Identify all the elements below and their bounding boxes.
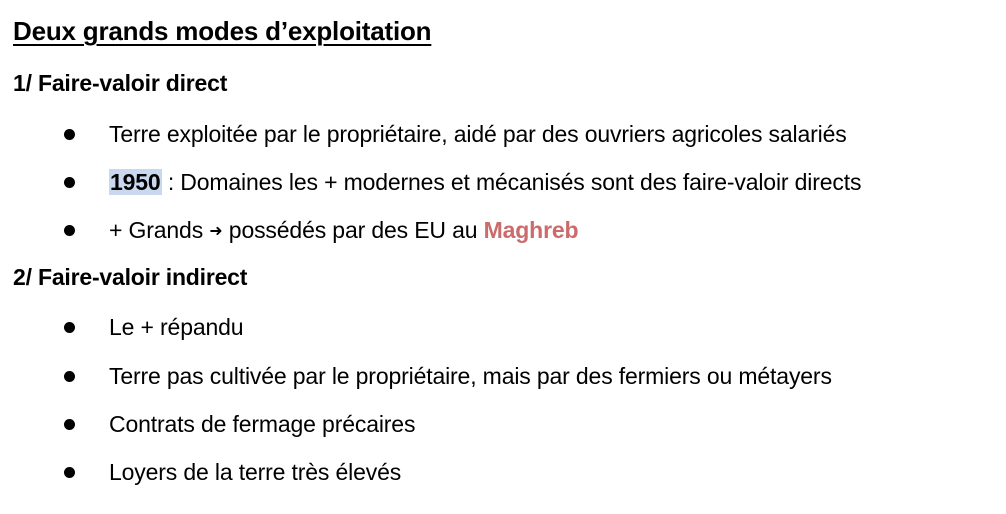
- list-item: [0, 214, 1006, 246]
- list-item: [0, 408, 1006, 440]
- bullet-dot-icon: [64, 419, 75, 430]
- list-item: [0, 166, 1006, 198]
- list-item-text: Le + répandu: [109, 314, 244, 340]
- list-item-text: Contrats de fermage précaires: [109, 411, 416, 437]
- right-arrow-icon: ➜: [209, 223, 223, 240]
- list-item-text: [109, 214, 578, 248]
- emphasized-place: Maghreb: [483, 217, 579, 243]
- list-item: [0, 456, 1006, 488]
- list-item-text-rest: : Domaines les + modernes et mécanisés sont des faire-valoir directs: [161, 169, 862, 195]
- list-item: [0, 360, 1006, 392]
- list-item-text: Loyers de la terre très élevés: [109, 459, 402, 485]
- list-item: [0, 311, 1006, 343]
- bullet-dot-icon: [64, 371, 75, 382]
- list-item-prefix: + Grands: [109, 217, 210, 243]
- section-heading-indirect: 2/ Faire-valoir indirect: [13, 264, 248, 290]
- list-item-text: [109, 166, 861, 198]
- bullet-dot-icon: [64, 322, 75, 333]
- bullet-dot-icon: [64, 225, 75, 236]
- list-item-text: Terre exploitée par le propriétaire, aidé par des ouvriers agricoles salariés: [109, 121, 847, 147]
- bullet-dot-icon: [64, 177, 75, 188]
- bullet-dot-icon: [64, 467, 75, 478]
- list-item-text: Terre pas cultivée par le propriétaire, mais par des fermiers ou métayers: [109, 363, 832, 389]
- bullet-dot-icon: [64, 129, 75, 140]
- section-heading-direct: 1/ Faire-valoir direct: [13, 70, 228, 96]
- list-item-middle: possédés par des EU au: [222, 217, 484, 243]
- document-title: Deux grands modes d’exploitation: [13, 16, 432, 46]
- highlighted-year: 1950: [110, 169, 161, 195]
- list-item: [0, 118, 1006, 150]
